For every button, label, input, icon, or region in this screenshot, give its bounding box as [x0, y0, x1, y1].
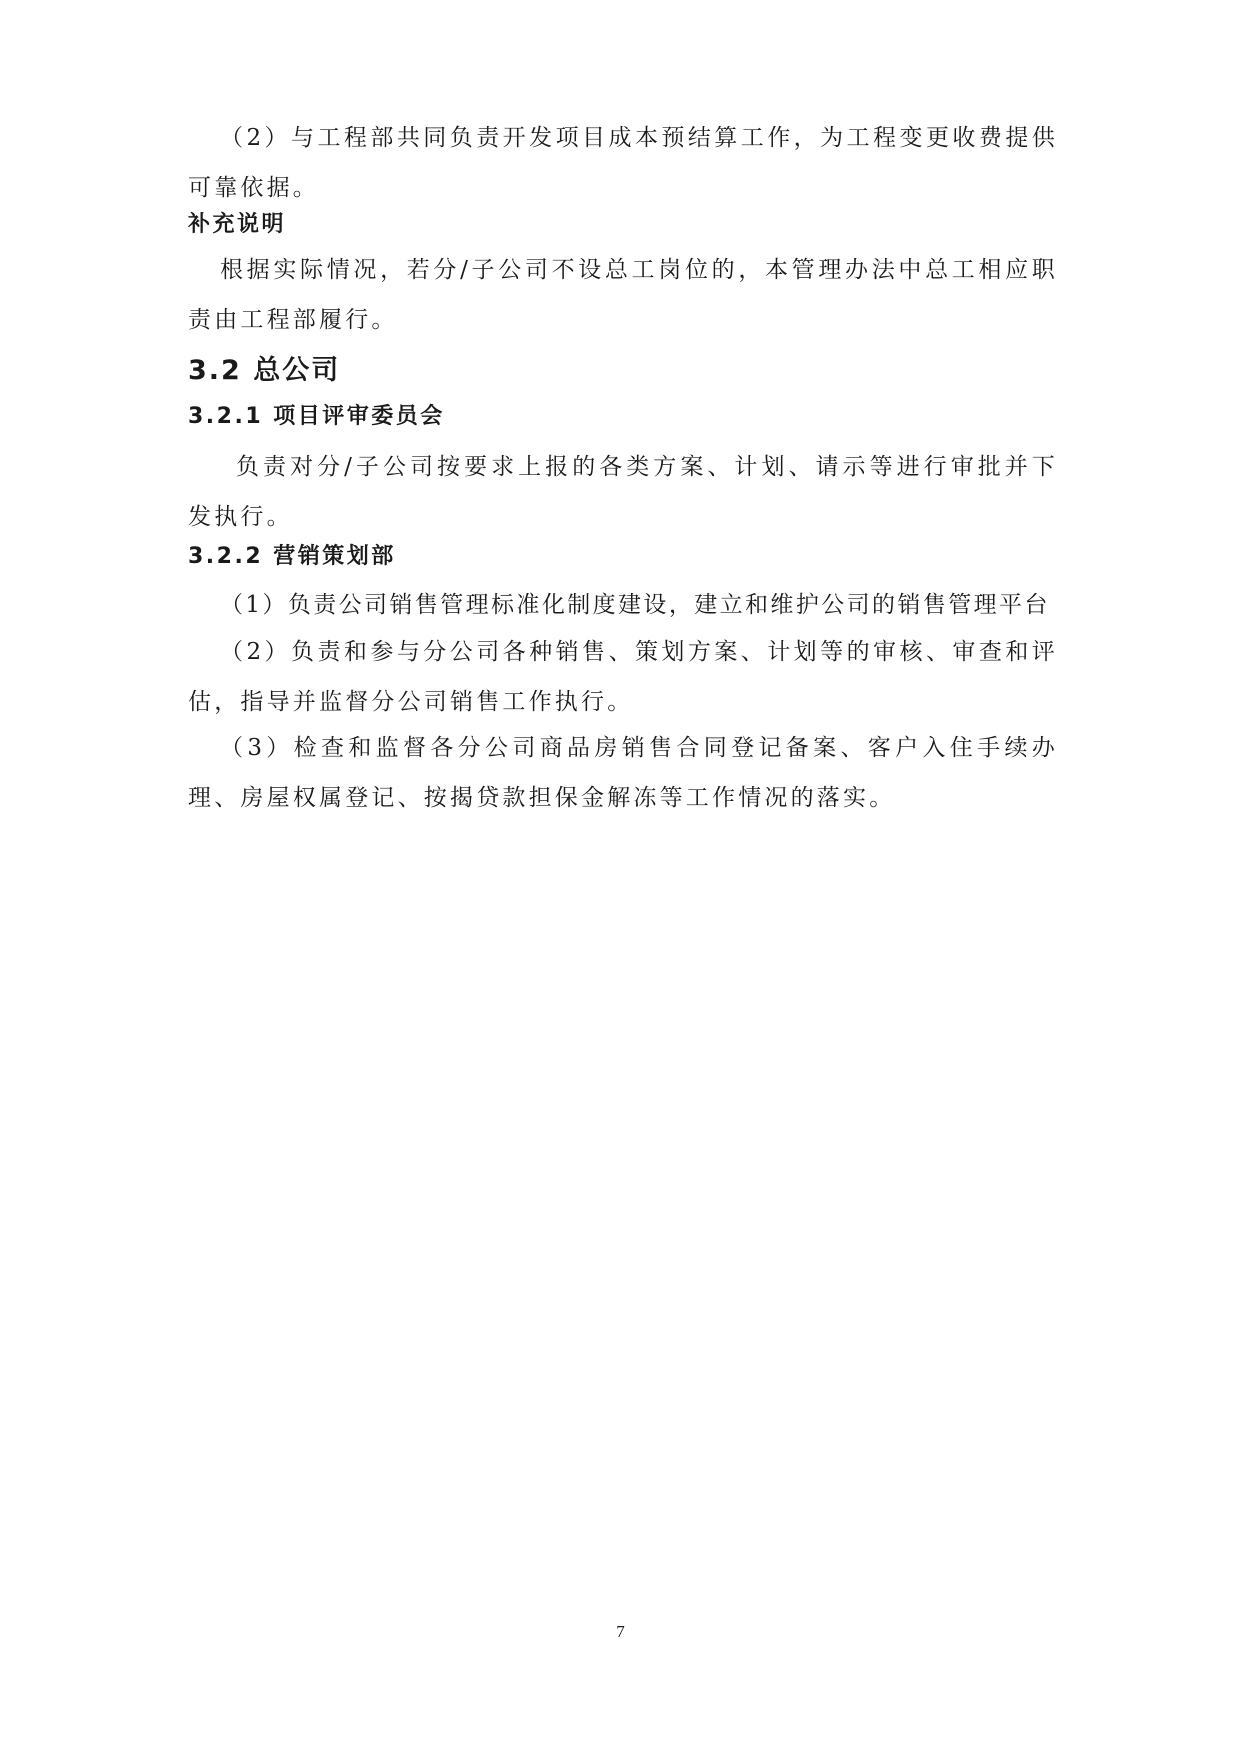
section-heading-3-2: 3.2 总公司 — [188, 355, 341, 386]
heading-3-2-1-block — [188, 397, 1058, 437]
paragraph-text: （3）检查和监督各分公司商品房销售合同登记备案、客户入住手续办理、房屋权属登记、按揭贷款担保金解冻等工作情况的落实。 — [188, 735, 1058, 811]
paragraph-text: （2）与工程部共同负责开发项目成本预结算工作，为工程变更收费提供可靠依据。 — [188, 125, 1058, 201]
paragraph-text: 负责对分/子公司按要求上报的各类方案、计划、请示等进行审批并下发执行。 — [188, 454, 1058, 530]
paragraph-supplement — [188, 245, 1058, 345]
paragraph-cost-settlement — [188, 113, 1058, 213]
paragraph-3-2-2-item1 — [188, 580, 1058, 630]
supplement-heading-block — [188, 205, 1058, 245]
paragraph-3-2-1 — [188, 442, 1058, 542]
section-heading-3-2-2: 3.2.2 营销策划部 — [188, 544, 396, 569]
page-number: 7 — [616, 1622, 625, 1641]
paragraph-3-2-2-item2 — [188, 627, 1058, 727]
paragraph-text: 根据实际情况，若分/子公司不设总工岗位的，本管理办法中总工相应职责由工程部履行。 — [188, 257, 1058, 333]
section-heading-supplement: 补充说明 — [188, 212, 287, 237]
section-heading-3-2-1: 3.2.1 项目评审委员会 — [188, 404, 445, 429]
paragraph-text: （1）负责公司销售管理标准化制度建设，建立和维护公司的销售管理平台 — [220, 592, 1050, 618]
paragraph-3-2-2-item3 — [188, 723, 1058, 823]
heading-3-2-block — [188, 349, 1058, 393]
heading-3-2-2-block — [188, 537, 1058, 577]
paragraph-text: （2）负责和参与分公司各种销售、策划方案、计划等的审核、审查和评估，指导并监督分公司销售工作执行。 — [188, 639, 1058, 715]
